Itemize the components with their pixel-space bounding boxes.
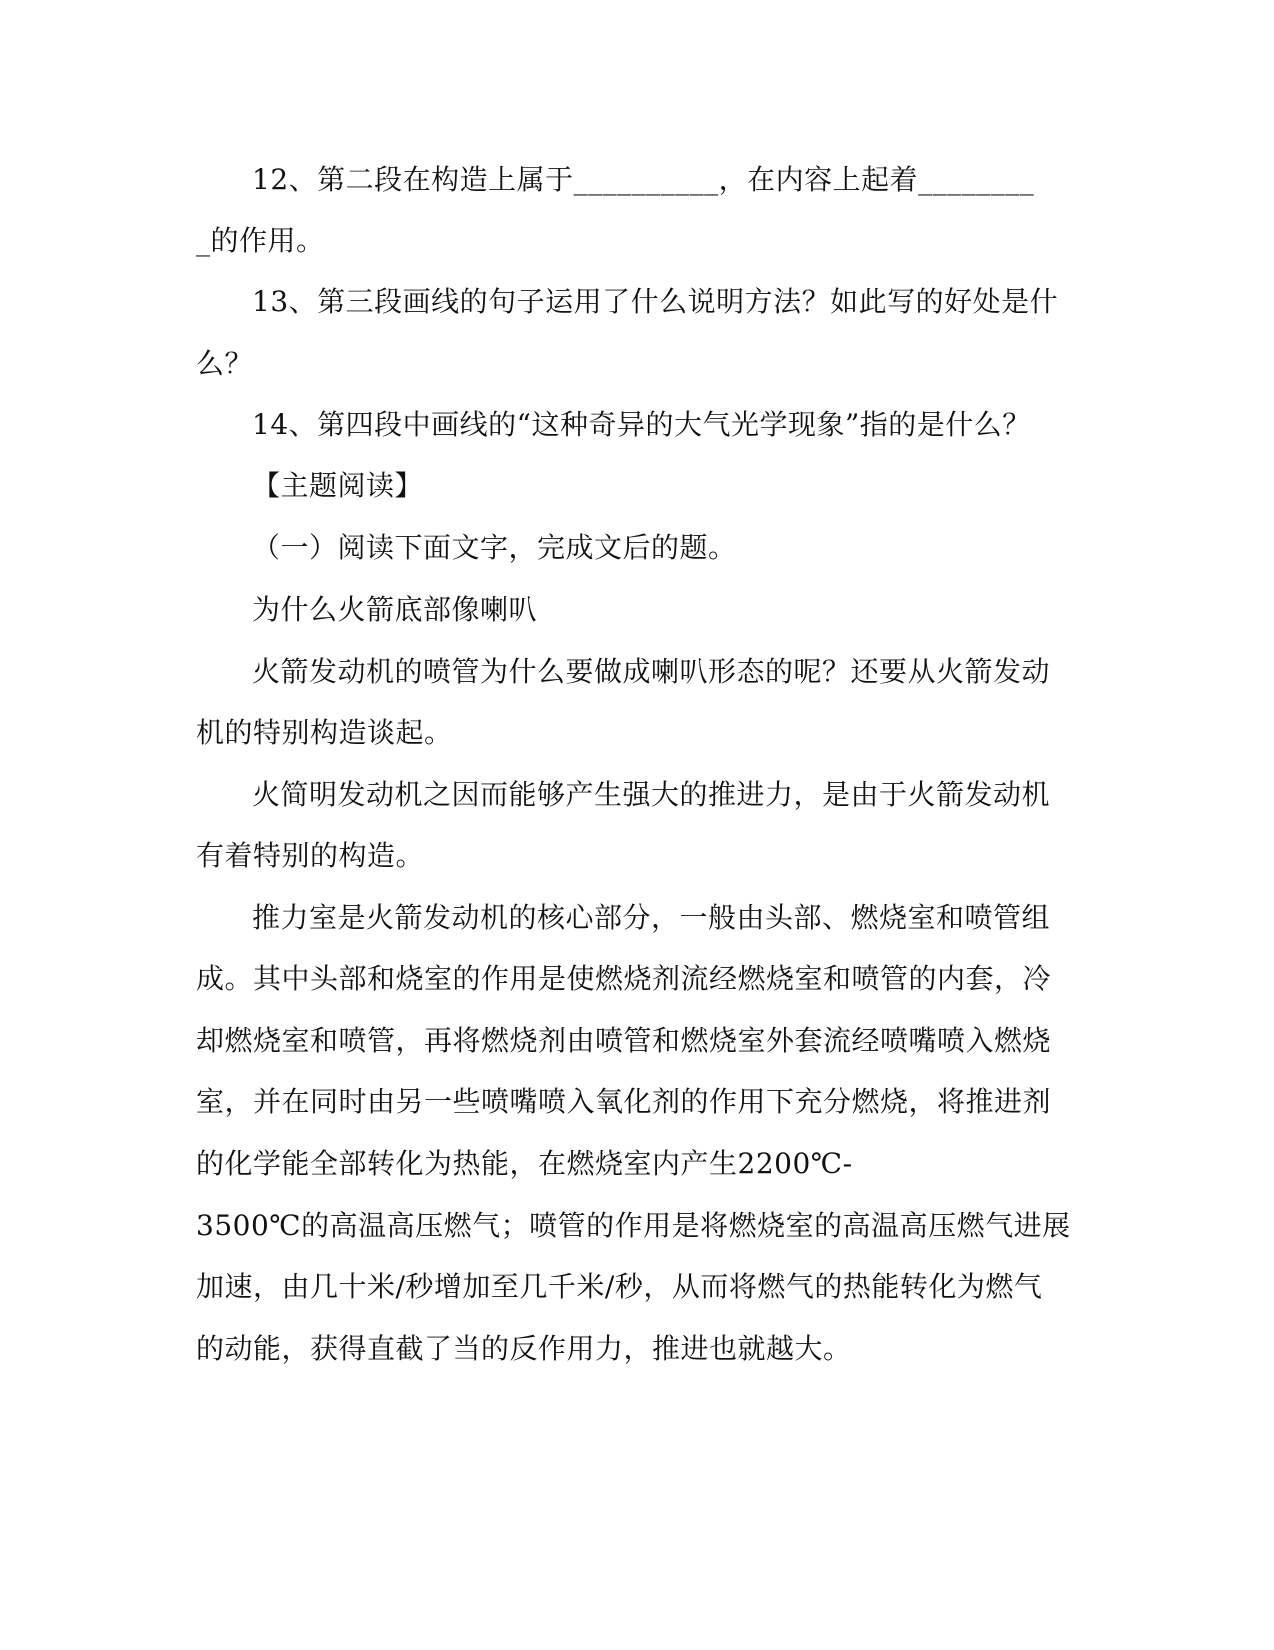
paragraph-3-line-7: 加速，由几十米/秒增加至几千米/秒，从而将燃气的热能转化为燃气 [196,1270,1043,1303]
paragraph-2-line-1: 火简明发动机之因而能够产生强大的推进力，是由于火箭发动机 [252,778,1051,811]
question-13-line-2: 么？ [196,347,254,380]
section-heading: 【主题阅读】 [252,469,424,502]
paragraph-3-line-5: 的化学能全部转化为热能，在燃烧室内产生2200℃- [196,1147,853,1180]
article-title: 为什么火箭底部像喇叭 [252,593,538,626]
paragraph-3-line-6: 3500℃的高温高压燃气；喷管的作用是将燃烧室的高温高压燃气进展 [196,1209,1071,1242]
paragraph-2-line-2: 有着特别的构造。 [196,839,425,872]
question-13-line-1: 13、第三段画线的句子运用了什么说明方法？如此写的好处是什 [252,285,1059,318]
paragraph-3-line-2: 成。其中头部和烧室的作用是使燃烧剂流经燃烧室和喷管的内套，冷 [196,962,1052,995]
question-12-line-1: 12、第二段在构造上属于__________，在内容上起着________ [252,163,1035,196]
paragraph-3-line-3: 却燃烧室和喷管，再将燃烧剂由喷管和燃烧室外套流经喷嘴喷入燃烧 [196,1024,1052,1057]
paragraph-1-line-1: 火箭发动机的喷管为什么要做成喇叭形态的呢？还要从火箭发动 [252,655,1051,688]
reading-instruction: （一）阅读下面文字，完成文后的题。 [252,531,737,564]
paragraph-3-line-1: 推力室是火箭发动机的核心部分，一般由头部、燃烧室和喷管组 [252,901,1051,934]
paragraph-3-line-8: 的动能，获得直截了当的反作用力，推进也就越大。 [196,1332,852,1365]
question-14: 14、第四段中画线的“这种奇异的大气光学现象”指的是什么？ [252,408,1031,441]
question-12-line-2: _的作用。 [196,224,325,257]
paragraph-1-line-2: 机的特别构造谈起。 [196,716,453,749]
paragraph-3-line-4: 室，并在同时由另一些喷嘴喷入氧化剂的作用下充分燃烧，将推进剂 [196,1085,1052,1118]
